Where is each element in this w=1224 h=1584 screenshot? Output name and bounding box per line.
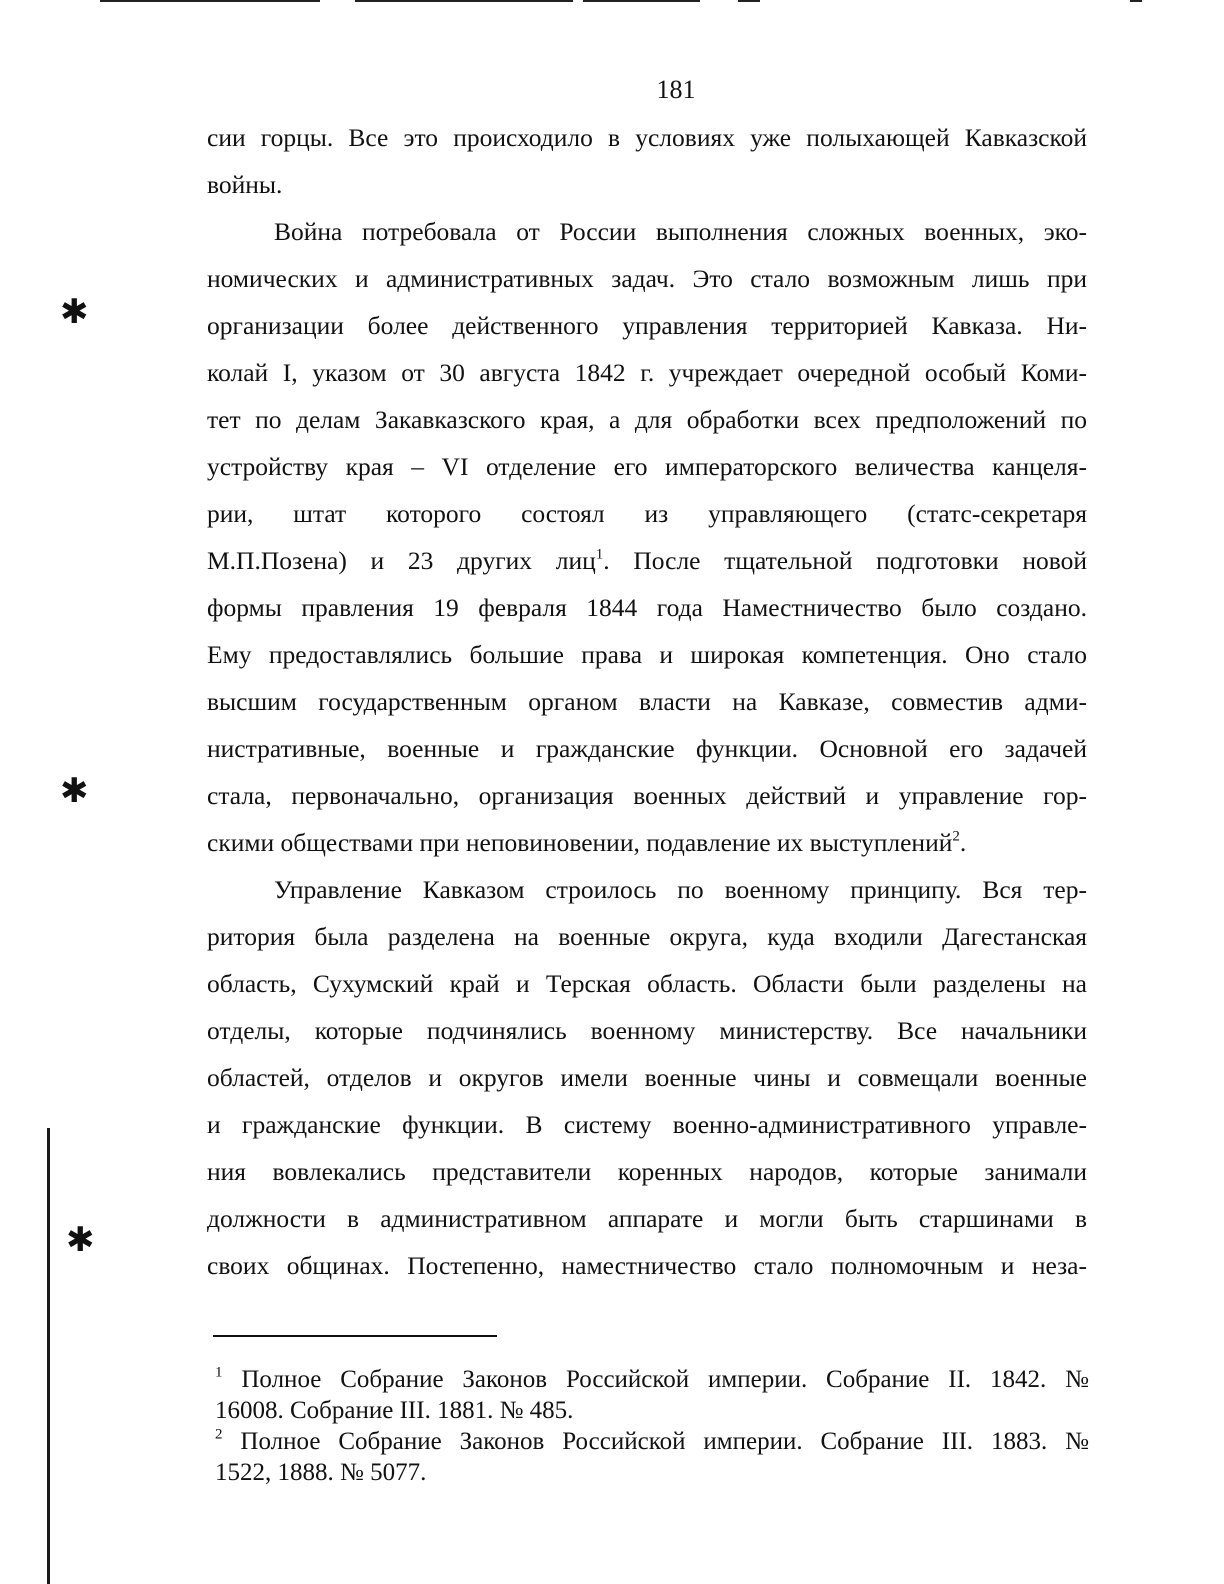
text-line: колай I, указом от 30 августа 1842 г. учреждает очередной особый Коми-: [207, 358, 1087, 387]
text-line: устройству края – VI отделение его императорского величества канцеля-: [207, 452, 1087, 481]
text-fragment: .: [959, 828, 967, 857]
text-line: ния вовлекались представители коренных народов, которые занимали: [207, 1157, 1087, 1186]
footnote-ref: 1: [595, 546, 604, 563]
scan-edge-line: [583, 0, 700, 2]
text-line: стала, первоначально, организация военных действий и управление гор-: [207, 781, 1087, 810]
scan-edge-line: [100, 0, 320, 2]
punch-hole-blot: ✱: [66, 1222, 95, 1259]
footnote-ref: 2: [952, 828, 960, 845]
paragraph-first-line: Управление Кавказом строилось по военному принципу. Вся тер-: [274, 875, 1087, 904]
text-line: ритория была разделена на военные округа, куда входили Дагестанская: [207, 922, 1087, 951]
text-line: областей, отделов и округов имели военные чины и совмещали военные: [207, 1063, 1087, 1092]
text-line: Ему предоставлялись большие права и широкая компетенция. Оно стало: [207, 640, 1087, 669]
text-fragment: скими обществами при неповиновении, подавление их выступлений: [207, 828, 953, 857]
footnote-text: Полное Собрание Законов Российской империи. Собрание II. 1842. №: [222, 1366, 1089, 1393]
footnote-line: [215, 1426, 1089, 1457]
text-line: [207, 537, 1087, 584]
text-line: рии, штат которого состоял из управляющего (статс-секретаря: [207, 499, 1087, 528]
footnote: [215, 1364, 1089, 1426]
text-line: должности в административном аппарате и могли быть старшинами в: [207, 1204, 1087, 1233]
footnote-line: 16008. Собрание III. 1881. № 485.: [215, 1397, 574, 1424]
text-fragment: М.П.Позена) и 23 других лиц: [207, 546, 596, 575]
text-line: своих общинах. Постепенно, наместничество стало полномочным и неза-: [207, 1251, 1087, 1280]
text-line: войны.: [207, 170, 283, 199]
text-line: [207, 819, 1087, 866]
binding-shadow: [47, 1128, 50, 1584]
scan-edge-line: [355, 0, 573, 2]
footnote-line: [215, 1364, 1089, 1395]
text-line: и гражданские функции. В систему военно-административного управле-: [207, 1110, 1087, 1139]
text-line: номических и административных задач. Это стало возможным лишь при: [207, 264, 1087, 293]
footnote-text: Полное Собрание Законов Российской империи. Собрание III. 1883. №: [222, 1428, 1089, 1455]
body-text: [207, 114, 1087, 1289]
text-line: область, Сухумский край и Терская область. Области были разделены на: [207, 969, 1087, 998]
footnote-marker: 2: [215, 1426, 223, 1443]
footnote-marker: 1: [215, 1364, 223, 1381]
footnote-separator: [213, 1335, 497, 1337]
footnotes: [215, 1364, 1089, 1488]
text-fragment: . После тщательной подготовки новой: [603, 546, 1088, 575]
text-line: формы правления 19 февраля 1844 года Наместничество было создано.: [207, 593, 1087, 622]
page-number: 181: [656, 75, 696, 104]
footnote: [215, 1426, 1089, 1488]
scan-edge-line: [1130, 0, 1142, 2]
paragraph-first-line: Война потребовала от России выполнения сложных военных, эко-: [274, 217, 1087, 246]
punch-hole-blot: ✱: [60, 773, 89, 810]
text-line: высшим государственным органом власти на Кавказе, совместив адми-: [207, 687, 1087, 716]
text-line: сии горцы. Все это происходило в условиях уже полыхающей Кавказской: [207, 123, 1087, 152]
text-line: отделы, которые подчинялись военному министерству. Все начальники: [207, 1016, 1087, 1045]
text-line: организации более действенного управления территорией Кавказа. Ни-: [207, 311, 1087, 340]
punch-hole-blot: ✱: [60, 294, 89, 331]
text-line: нистративные, военные и гражданские функции. Основной его задачей: [207, 734, 1087, 763]
scan-edge-line: [738, 0, 760, 2]
text-line: тет по делам Закавказского края, а для обработки всех предположений по: [207, 405, 1087, 434]
footnote-line: 1522, 1888. № 5077.: [215, 1459, 427, 1486]
